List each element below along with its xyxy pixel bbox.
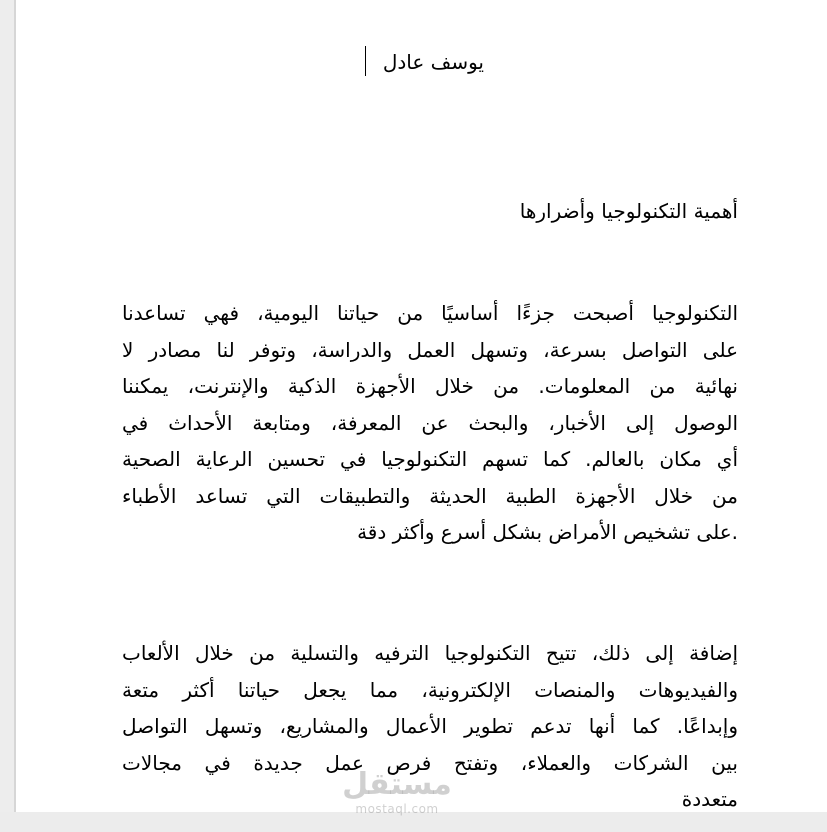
paragraph-line: الوصول إلى الأخبار، والبحث عن المعرفة، ومتابعة الأحداث في bbox=[122, 410, 738, 435]
paragraph-line: نهائية من المعلومات. من خلال الأجهزة الذكية والإنترنت، يمكننا bbox=[122, 374, 738, 398]
document-title[interactable]: أهمية التكنولوجيا وأضرارها bbox=[519, 199, 738, 223]
paragraph-line: متعددة bbox=[681, 787, 738, 811]
paragraph-line: والفيديوهات والمنصات الإلكترونية، مما يجعل حياتنا أكثر متعة bbox=[122, 677, 738, 702]
text-cursor bbox=[365, 46, 366, 76]
mostaql-watermark bbox=[342, 768, 452, 824]
paragraph-line: أي مكان بالعالم. كما تسهم التكنولوجيا في تحسين الرعاية الصحية bbox=[122, 447, 738, 471]
paragraph-line: وإبداعًا. كما أنها تدعم تطوير الأعمال والمشاريع، وتسهل التواصل bbox=[122, 714, 738, 738]
paragraph-line: إضافة إلى ذلك، تتيح التكنولوجيا الترفيه والتسلية من خلال الألعاب bbox=[122, 641, 738, 665]
paragraph-line: .على تشخيص الأمراض بشكل أسرع وأكثر دقة bbox=[357, 520, 738, 544]
author-name[interactable]: يوسف عادل bbox=[382, 50, 484, 74]
paragraph-1[interactable] bbox=[122, 295, 738, 551]
paragraph-line: على التواصل بسرعة، وتسهل العمل والدراسة، وتوفر لنا مصادر لا bbox=[122, 337, 738, 362]
paragraph-line: من خلال الأجهزة الطبية الحديثة والتطبيقات التي تساعد الأطباء bbox=[122, 483, 738, 508]
document-page[interactable] bbox=[16, 0, 827, 812]
watermark-site: mostaql.com bbox=[355, 802, 439, 816]
paragraph-line: التكنولوجيا أصبحت جزءًا أساسيًا من حياتنا اليومية، فهي تساعدنا bbox=[122, 301, 738, 325]
paragraph-line: بين الشركات والعملاء، وتفتح فرص عمل جديدة في مجالات bbox=[122, 750, 738, 775]
watermark-logo: مستقل bbox=[342, 767, 452, 802]
